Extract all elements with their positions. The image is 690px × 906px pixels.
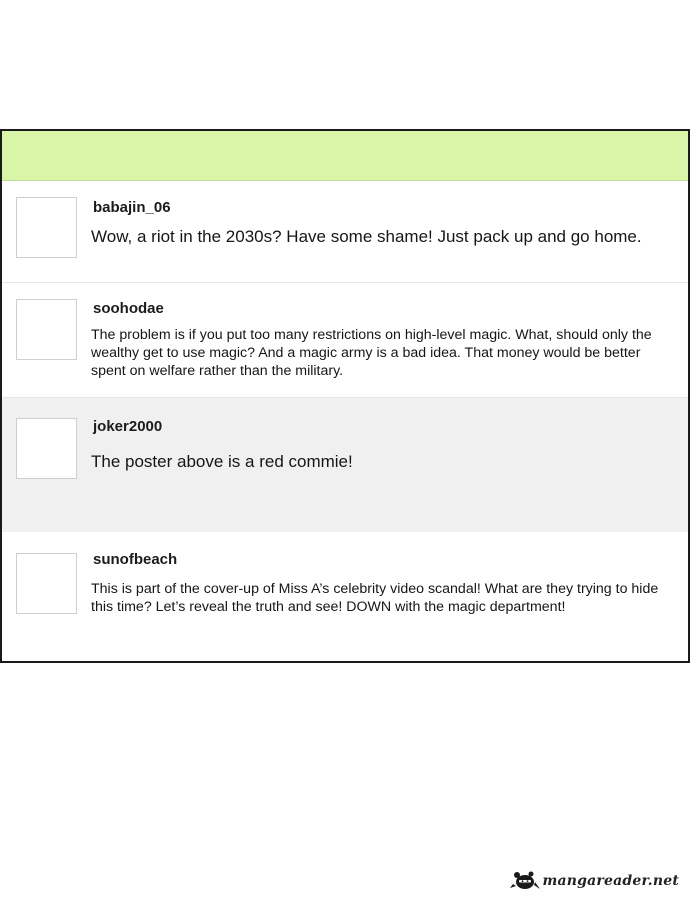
comment-text: The problem is if you put too many restrictions on high-level magic. What, should only the wealthy get to use magic? And a magic army is a bad idea. That money would be better spent on welfare rather than the military. [91,327,652,379]
comment-text: The poster above is a red commie! [91,452,353,471]
avatar[interactable] [16,418,77,479]
ninja-logo-icon [510,870,540,892]
comment-text: This is part of the cover-up of Miss A’s celebrity video scandal! What are they trying to hide this time? Let’s reveal the truth and see! DOWN with the magic department! [91,581,659,615]
avatar[interactable] [16,299,77,360]
avatar[interactable] [16,197,77,258]
comment-item [2,181,688,282]
comment-panel [0,129,690,663]
comment-username[interactable]: joker2000 [93,418,163,435]
comment-item [2,398,688,532]
comment-item [2,283,688,397]
comment-username[interactable]: sunofbeach [93,551,178,568]
watermark-text: mangareader.net [542,873,679,889]
site-watermark [510,870,680,892]
comment-username[interactable]: soohodae [93,300,164,317]
comment-item [2,532,688,661]
comment-username[interactable]: babajin_06 [93,199,171,216]
avatar[interactable] [16,553,77,614]
comment-panel-header [2,131,688,181]
comment-text: Wow, a riot in the 2030s? Have some shame! Just pack up and go home. [91,227,642,246]
